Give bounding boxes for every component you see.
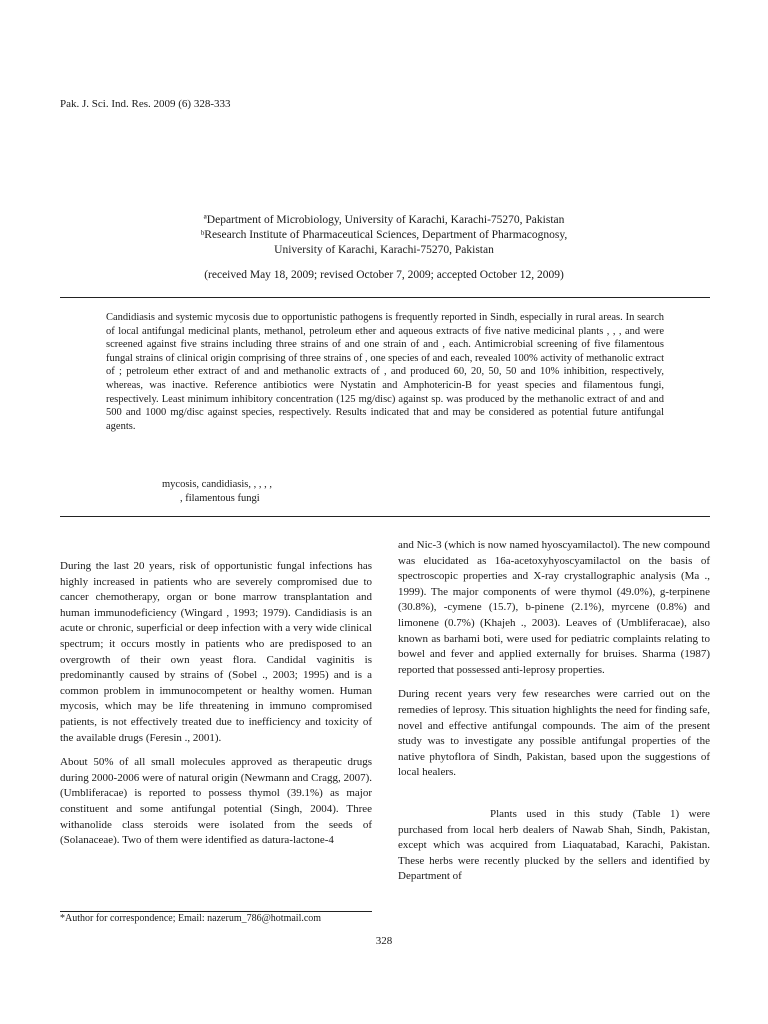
keywords-line-2: , filamentous fungi bbox=[180, 492, 260, 504]
abstract-bottom-divider bbox=[60, 516, 710, 517]
introduction-paragraph-4: During recent years very few researches were carried out on the remedies of leprosy. This situation highlights the need for finding safe, novel and effective antifungal compounds. The aim of the present study was to investigate any possible antifungal properties of the native phytoflora of Sindh, Pakistan, based upon the suggestions of local healers. bbox=[398, 688, 710, 779]
author-affiliations bbox=[0, 213, 768, 258]
received-dates: (received May 18, 2009; revised October 7, 2009; accepted October 12, 2009) bbox=[204, 269, 564, 281]
abstract bbox=[106, 311, 664, 433]
body-column-left bbox=[60, 559, 372, 858]
footnote-divider bbox=[60, 911, 372, 912]
correspondence-footnote: *Author for correspondence; Email: nazerum_786@hotmail.com bbox=[60, 913, 322, 924]
affiliation-line-2: ᵇResearch Institute of Pharmaceutical Sciences, Department of Pharmacognosy, bbox=[200, 229, 568, 241]
page-number: 328 bbox=[375, 935, 393, 947]
keywords-line-1: mycosis, candidiasis, , , , , bbox=[162, 479, 272, 490]
keywords bbox=[106, 478, 664, 505]
affiliation-line-3: University of Karachi, Karachi-75270, Pakistan bbox=[274, 244, 494, 256]
body-column-right bbox=[398, 538, 710, 894]
abstract-text: Candidiasis and systemic mycosis due to opportunistic pathogens is frequently reported in Sindh, especially in rural areas. In search of local antifungal medicinal plants, methanol, petroleum ether and aqueous extracts of five native medicinal plants , , , and were screened against five strains including three strains of and one strain of and , each. Antimicrobial screening of five filamentous fungal strains of clinical origin comprising of three strains of , one species of and each, revealed 100% activity of methanolic extract of ; petroleum ether extract of and and methanolic extracts of , and produced 60, 20, 50, 50 and 10% inhibition, respectively, whereas, was inactive. Reference antibiotics were Nystatin and Amphotericin-B for yeast species and filamentous fungi, respectively. Least minimum inhibitory concentration (125 mg/disc) against sp. was produced by the methanolic extract of and and 500 and 1000 mg/disc against species, respectively. Results indicated that and may be considered as potential future antifungal agents. bbox=[106, 312, 664, 432]
methods-paragraph-1: Plants used in this study (Table 1) were purchased from local herb dealers of Nawab Shah, Sindh, Pakistan, except which was acquired from Liaquatabad, Karachi, Pakistan. These herbs were recently plucked by the sellers and identified by Department of bbox=[398, 807, 710, 883]
top-divider bbox=[60, 297, 710, 298]
introduction-paragraph-2: About 50% of all small molecules approved as therapeutic drugs during 2000-2006 were of natural origin (Newmann and Cragg, 2007). (Umbliferacae) is reported to possess thymol (39.1%) as major constituent and some antifungal potential (Singh, 2004). Three withanolide class steroids were isolated from the seeds of (Solanaceae). Two of them were identified as datura-lactone-4 bbox=[60, 756, 372, 847]
introduction-paragraph-1: During the last 20 years, risk of opportunistic fungal infections has highly increased in patients who are severely compromised due to cancer chemotherapy, organ or bone marrow transplantation and human immunodeficiency (Wingard , 1993; 1979). Candidiasis is an acute or chronic, superficial or deep infection with a very wide clinical spectrum; it occurs mostly in patients who are predisposed to an overgrowth of their own yeast flora. Candidal vaginitis is predominantly caused by strains of (Sobel ., 2003; 1995) and is a common problem in immunocompetent or healthy women. Human mycosis, which may be life threatening in immuno compromised patients, is not effectively treated due to inefficiency and toxicity of the available drugs (Feresin ., 2001). bbox=[60, 560, 372, 744]
introduction-paragraph-3: and Nic-3 (which is now named hyoscyamilactol). The new compound was elucidated as 16a-acetoxyhyoscyamilactol on the basis of spectroscopic properties and X-ray crystallographic analysis (Ma ., 1999). The major components of were thymol (49.0%), g-terpinene (30.8%), -cymene (15.7), b-pinene (2.1%), myrcene (0.8%) and limonene (0.7%) (Khajeh ., 2003). Leaves of (Umbliferacae), also known as barhami boti, were used for pediatric complaints relating to bowel and fever and applied externally for bruises. Sharma (1987) reported that possessed anti-leprosy properties. bbox=[398, 539, 710, 676]
journal-reference: Pak. J. Sci. Ind. Res. 2009 (6) 328-333 bbox=[60, 98, 231, 110]
affiliation-line-1: ªDepartment of Microbiology, University of Karachi, Karachi-75270, Pakistan bbox=[203, 214, 565, 226]
